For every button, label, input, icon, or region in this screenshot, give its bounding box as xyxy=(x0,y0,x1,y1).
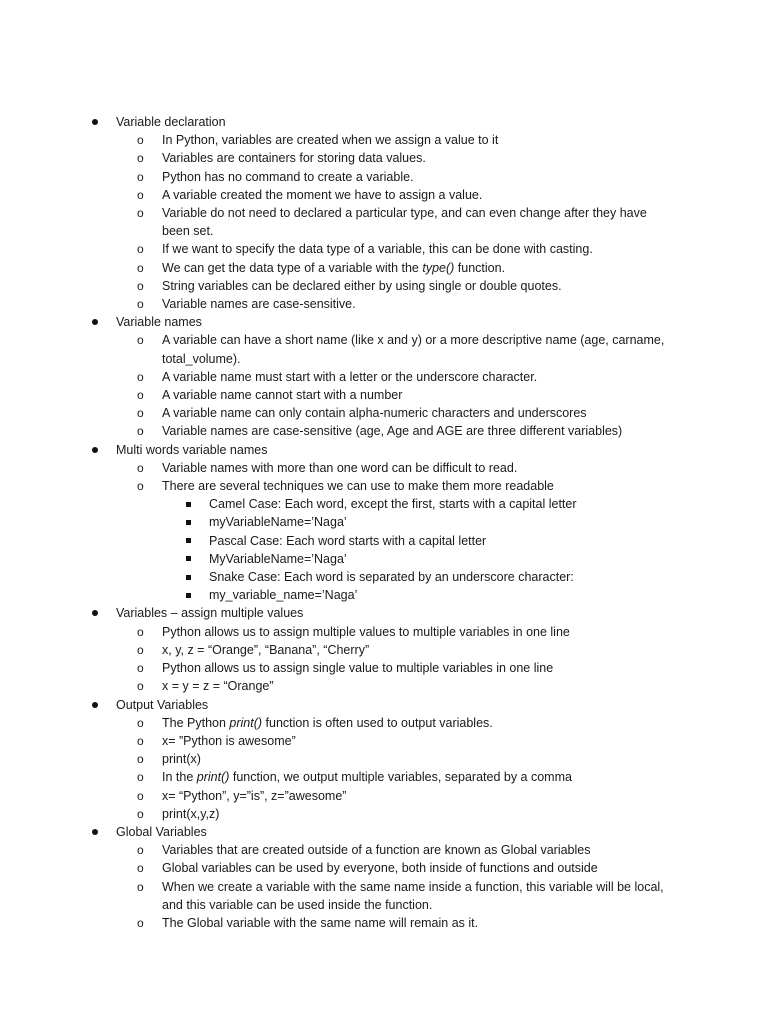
section-global-variables xyxy=(0,823,768,841)
list-item xyxy=(0,768,768,786)
list-item xyxy=(0,240,768,258)
list-item xyxy=(0,404,768,422)
circle-bullet-icon: o xyxy=(137,679,144,694)
list-item xyxy=(0,168,768,186)
bullet-icon xyxy=(92,119,98,125)
sub-list-item xyxy=(0,495,768,513)
list-item-text: Global variables can be used by everyone, both inside of functions and outside xyxy=(162,861,598,876)
circle-bullet-icon: o xyxy=(137,242,144,257)
bullet-icon xyxy=(92,702,98,708)
list-item-text: Variables are containers for storing data values. xyxy=(162,151,426,166)
list-item xyxy=(0,459,768,477)
sub-list-item xyxy=(0,568,768,586)
function-name: type() xyxy=(422,260,455,275)
bullet-icon xyxy=(92,319,98,325)
list-item-text: Variables that are created outside of a function are known as Global variables xyxy=(162,843,591,858)
circle-bullet-icon: o xyxy=(137,770,144,785)
list-item-text: In Python, variables are created when we assign a value to it xyxy=(162,133,499,148)
list-item xyxy=(0,149,768,167)
section-output-variables xyxy=(0,696,768,714)
list-item-text: Python has no command to create a variable. xyxy=(162,169,414,184)
section-multi-words-variable-names xyxy=(0,441,768,459)
circle-bullet-icon: o xyxy=(137,369,144,384)
list-item-text: String variables can be declared either by using single or double quotes. xyxy=(162,278,562,293)
list-item xyxy=(0,641,768,659)
circle-bullet-icon: o xyxy=(137,715,144,730)
square-bullet-icon xyxy=(186,575,191,580)
circle-bullet-icon: o xyxy=(137,333,144,348)
list-item xyxy=(0,732,768,750)
section-title: Multi words variable names xyxy=(116,442,268,457)
list-item xyxy=(0,677,768,695)
text-after: function, we output multiple variables, separated by a comma xyxy=(229,770,572,785)
list-item-text: x= ”Python is awesome” xyxy=(162,733,296,748)
circle-bullet-icon: o xyxy=(137,479,144,494)
sub-list-item xyxy=(0,532,768,550)
list-item-text: x= “Python”, y=”is”, z=”awesome” xyxy=(162,788,347,803)
text-before: We can get the data type of a variable with the xyxy=(162,260,423,275)
sub-list-item xyxy=(0,586,768,604)
list-item-text xyxy=(162,768,672,786)
circle-bullet-icon: o xyxy=(137,260,144,275)
list-item-text: x, y, z = “Orange”, “Banana”, “Cherry” xyxy=(162,642,370,657)
square-bullet-icon xyxy=(186,593,191,598)
circle-bullet-icon: o xyxy=(137,206,144,221)
list-item-text: x = y = z = “Orange” xyxy=(162,679,274,694)
circle-bullet-icon: o xyxy=(137,861,144,876)
list-item-text: print(x,y,z) xyxy=(162,806,220,821)
circle-bullet-icon: o xyxy=(137,388,144,403)
list-item xyxy=(0,750,768,768)
circle-bullet-icon: o xyxy=(137,806,144,821)
list-item xyxy=(0,131,768,149)
circle-bullet-icon: o xyxy=(137,642,144,657)
list-item xyxy=(0,277,768,295)
list-item xyxy=(0,204,768,240)
list-item xyxy=(0,386,768,404)
section-title: Output Variables xyxy=(116,697,209,712)
list-item-text: Variable do not need to declared a particular type, and can even change after they have been set. xyxy=(162,206,647,239)
list-item-text: There are several techniques we can use to make them more readable xyxy=(162,479,554,494)
list-item xyxy=(0,477,768,495)
circle-bullet-icon: o xyxy=(137,424,144,439)
list-item-text: A variable name must start with a letter or the underscore character. xyxy=(162,369,538,384)
section-variable-names xyxy=(0,313,768,331)
list-item-text: Variable names are case-sensitive (age, Age and AGE are three different variables) xyxy=(162,424,623,439)
bullet-icon xyxy=(92,610,98,616)
section-assign-multiple-values xyxy=(0,604,768,622)
circle-bullet-icon: o xyxy=(137,460,144,475)
circle-bullet-icon: o xyxy=(137,297,144,312)
list-item-text: When we create a variable with the same name inside a function, this variable will be local, and this variable can be used inside the function. xyxy=(162,879,664,912)
sub-list-item xyxy=(0,550,768,568)
section-title: Variables – assign multiple values xyxy=(116,606,304,621)
sub-list-item-text: MyVariableName=’Naga’ xyxy=(209,551,347,566)
list-item xyxy=(0,259,768,277)
list-item xyxy=(0,859,768,877)
circle-bullet-icon: o xyxy=(137,133,144,148)
list-item xyxy=(0,787,768,805)
circle-bullet-icon: o xyxy=(137,151,144,166)
circle-bullet-icon: o xyxy=(137,752,144,767)
sub-list-item-text: Pascal Case: Each word starts with a capital letter xyxy=(209,533,487,548)
list-item-text: Variable names with more than one word can be difficult to read. xyxy=(162,460,518,475)
list-item xyxy=(0,368,768,386)
list-item-text xyxy=(162,714,672,732)
list-item xyxy=(0,422,768,440)
section-variable-declaration xyxy=(0,113,768,131)
text-after: function. xyxy=(454,260,506,275)
square-bullet-icon xyxy=(186,502,191,507)
list-item-text: The Global variable with the same name will remain as it. xyxy=(162,915,479,930)
square-bullet-icon xyxy=(186,538,191,543)
list-item xyxy=(0,295,768,313)
list-item xyxy=(0,659,768,677)
list-item-text: If we want to specify the data type of a variable, this can be done with casting. xyxy=(162,242,593,257)
list-item-text: print(x) xyxy=(162,752,201,767)
function-name: print() xyxy=(196,770,230,785)
document-page xyxy=(0,113,768,932)
circle-bullet-icon: o xyxy=(137,879,144,894)
square-bullet-icon xyxy=(186,556,191,561)
sub-list-item-text: myVariableName=’Naga’ xyxy=(209,515,347,530)
text-before: In the xyxy=(162,770,197,785)
list-item-text: Python allows us to assign multiple values to multiple variables in one line xyxy=(162,624,570,639)
list-item xyxy=(0,805,768,823)
list-item-text: A variable can have a short name (like x and y) or a more descriptive name (age, carname, total_volume). xyxy=(162,333,665,366)
list-item xyxy=(0,841,768,859)
text-before: The Python xyxy=(162,715,230,730)
circle-bullet-icon: o xyxy=(137,169,144,184)
bullet-icon xyxy=(92,829,98,835)
section-title: Global Variables xyxy=(116,824,207,839)
bullet-icon xyxy=(92,447,98,453)
list-item-text: Python allows us to assign single value to multiple variables in one line xyxy=(162,661,554,676)
list-item xyxy=(0,623,768,641)
circle-bullet-icon: o xyxy=(137,788,144,803)
text-after: function is often used to output variables. xyxy=(262,715,493,730)
circle-bullet-icon: o xyxy=(137,661,144,676)
sub-list-item-text: my_variable_name=’Naga’ xyxy=(209,588,358,603)
circle-bullet-icon: o xyxy=(137,915,144,930)
square-bullet-icon xyxy=(186,520,191,525)
circle-bullet-icon: o xyxy=(137,406,144,421)
section-title: Variable names xyxy=(116,315,202,330)
list-item xyxy=(0,714,768,732)
circle-bullet-icon: o xyxy=(137,187,144,202)
circle-bullet-icon: o xyxy=(137,843,144,858)
circle-bullet-icon: o xyxy=(137,733,144,748)
sub-list-item-text: Snake Case: Each word is separated by an underscore character: xyxy=(209,570,574,585)
section-title: Variable declaration xyxy=(116,115,226,129)
list-item-text: A variable name cannot start with a number xyxy=(162,388,403,403)
sub-list-item xyxy=(0,513,768,531)
list-item xyxy=(0,914,768,932)
list-item-text: A variable created the moment we have to assign a value. xyxy=(162,187,483,202)
list-item xyxy=(0,186,768,204)
function-name: print() xyxy=(229,715,263,730)
sub-list-item-text: Camel Case: Each word, except the first, starts with a capital letter xyxy=(209,497,577,512)
list-item-text: A variable name can only contain alpha-numeric characters and underscores xyxy=(162,406,587,421)
list-item xyxy=(0,878,768,914)
list-item xyxy=(0,331,768,367)
circle-bullet-icon: o xyxy=(137,624,144,639)
list-item-text: Variable names are case-sensitive. xyxy=(162,297,356,312)
circle-bullet-icon: o xyxy=(137,278,144,293)
list-item-text xyxy=(162,259,672,277)
